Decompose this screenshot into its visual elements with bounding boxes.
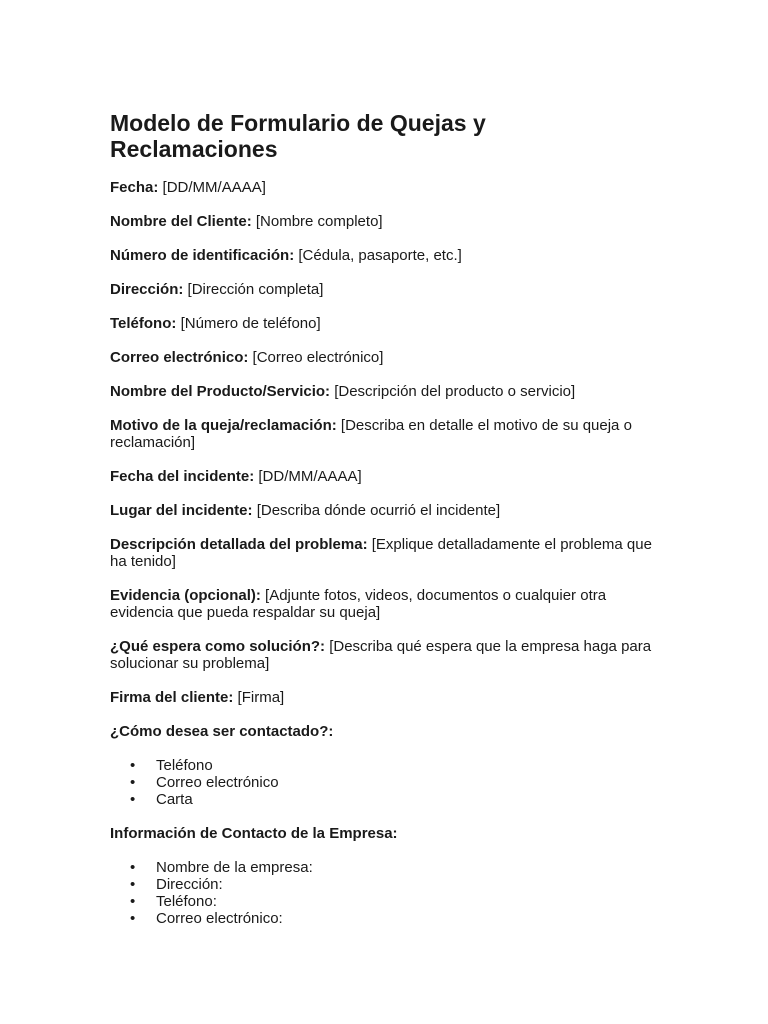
field-value: [Descripción del producto o servicio] [334,383,576,400]
bullet-icon: • [130,876,136,893]
field-label: Nombre del Producto/Servicio: [110,383,331,400]
document-page [110,110,658,944]
field-label: Nombre del Cliente: [110,213,252,230]
list-item [110,791,658,808]
field-lugar-incidente [110,502,658,519]
field-value: [Nombre completo] [255,213,383,230]
field-nombre-cliente [110,213,658,230]
list-item [110,774,658,791]
company-info-heading: Información de Contacto de la Empresa: [110,825,398,842]
field-correo [110,349,658,366]
field-value: [Adjunte fotos, videos, documentos o cualquier otra evidencia que pueda respaldar su queja] [110,587,607,621]
list-item [110,876,658,893]
field-evidencia [110,587,658,621]
field-solucion [110,638,658,672]
field-label: Fecha del incidente: [110,468,255,485]
bullet-icon: • [130,910,136,927]
bullet-icon: • [130,774,136,791]
field-label: Evidencia (opcional): [110,587,261,604]
list-item-label: Dirección: [156,876,223,893]
list-item-label: Teléfono [156,757,213,774]
field-label: Lugar del incidente: [110,502,253,519]
field-motivo [110,417,658,451]
list-item-label: Correo electrónico: [156,910,283,927]
field-label: Firma del cliente: [110,689,234,706]
field-value: [Describa en detalle el motivo de su queja o reclamación] [110,417,632,451]
field-value: [Describa dónde ocurrió el incidente] [256,502,501,519]
document-title: Modelo de Formulario de Quejas y Reclamaciones [110,110,486,162]
field-value: [DD/MM/AAAA] [162,179,266,196]
field-label: Motivo de la queja/reclamación: [110,417,337,434]
field-label: Dirección: [110,281,184,298]
field-telefono [110,315,658,332]
field-label: Teléfono: [110,315,177,332]
field-label: ¿Qué espera como solución?: [110,638,326,655]
list-item-label: Carta [156,791,193,808]
field-descripcion [110,536,658,570]
field-value: [DD/MM/AAAA] [258,468,362,485]
field-value: [Cédula, pasaporte, etc.] [298,247,462,264]
contact-preference-heading: ¿Cómo desea ser contactado?: [110,723,334,740]
field-value: [Dirección completa] [187,281,324,298]
list-item [110,893,658,910]
bullet-icon: • [130,791,136,808]
field-value: [Explique detalladamente el problema que ha tenido] [110,536,652,570]
company-info-list [110,859,658,927]
list-item [110,910,658,927]
field-value: [Correo electrónico] [252,349,384,366]
list-item-label: Correo electrónico [156,774,279,791]
field-label: Correo electrónico: [110,349,249,366]
field-value: [Número de teléfono] [180,315,321,332]
contact-preference-list [110,757,658,808]
field-value: [Firma] [237,689,285,706]
field-value: [Describa qué espera que la empresa haga para solucionar su problema] [110,638,652,672]
field-fecha [110,179,658,196]
bullet-icon: • [130,859,136,876]
bullet-icon: • [130,893,136,910]
list-item-label: Nombre de la empresa: [156,859,313,876]
field-label: Descripción detallada del problema: [110,536,368,553]
field-label: Fecha: [110,179,159,196]
list-item [110,859,658,876]
field-fecha-incidente [110,468,658,485]
field-producto-servicio [110,383,658,400]
list-item [110,757,658,774]
field-direccion [110,281,658,298]
list-item-label: Teléfono: [156,893,217,910]
field-firma [110,689,658,706]
bullet-icon: • [130,757,136,774]
field-numero-identificacion [110,247,658,264]
field-label: Número de identificación: [110,247,295,264]
